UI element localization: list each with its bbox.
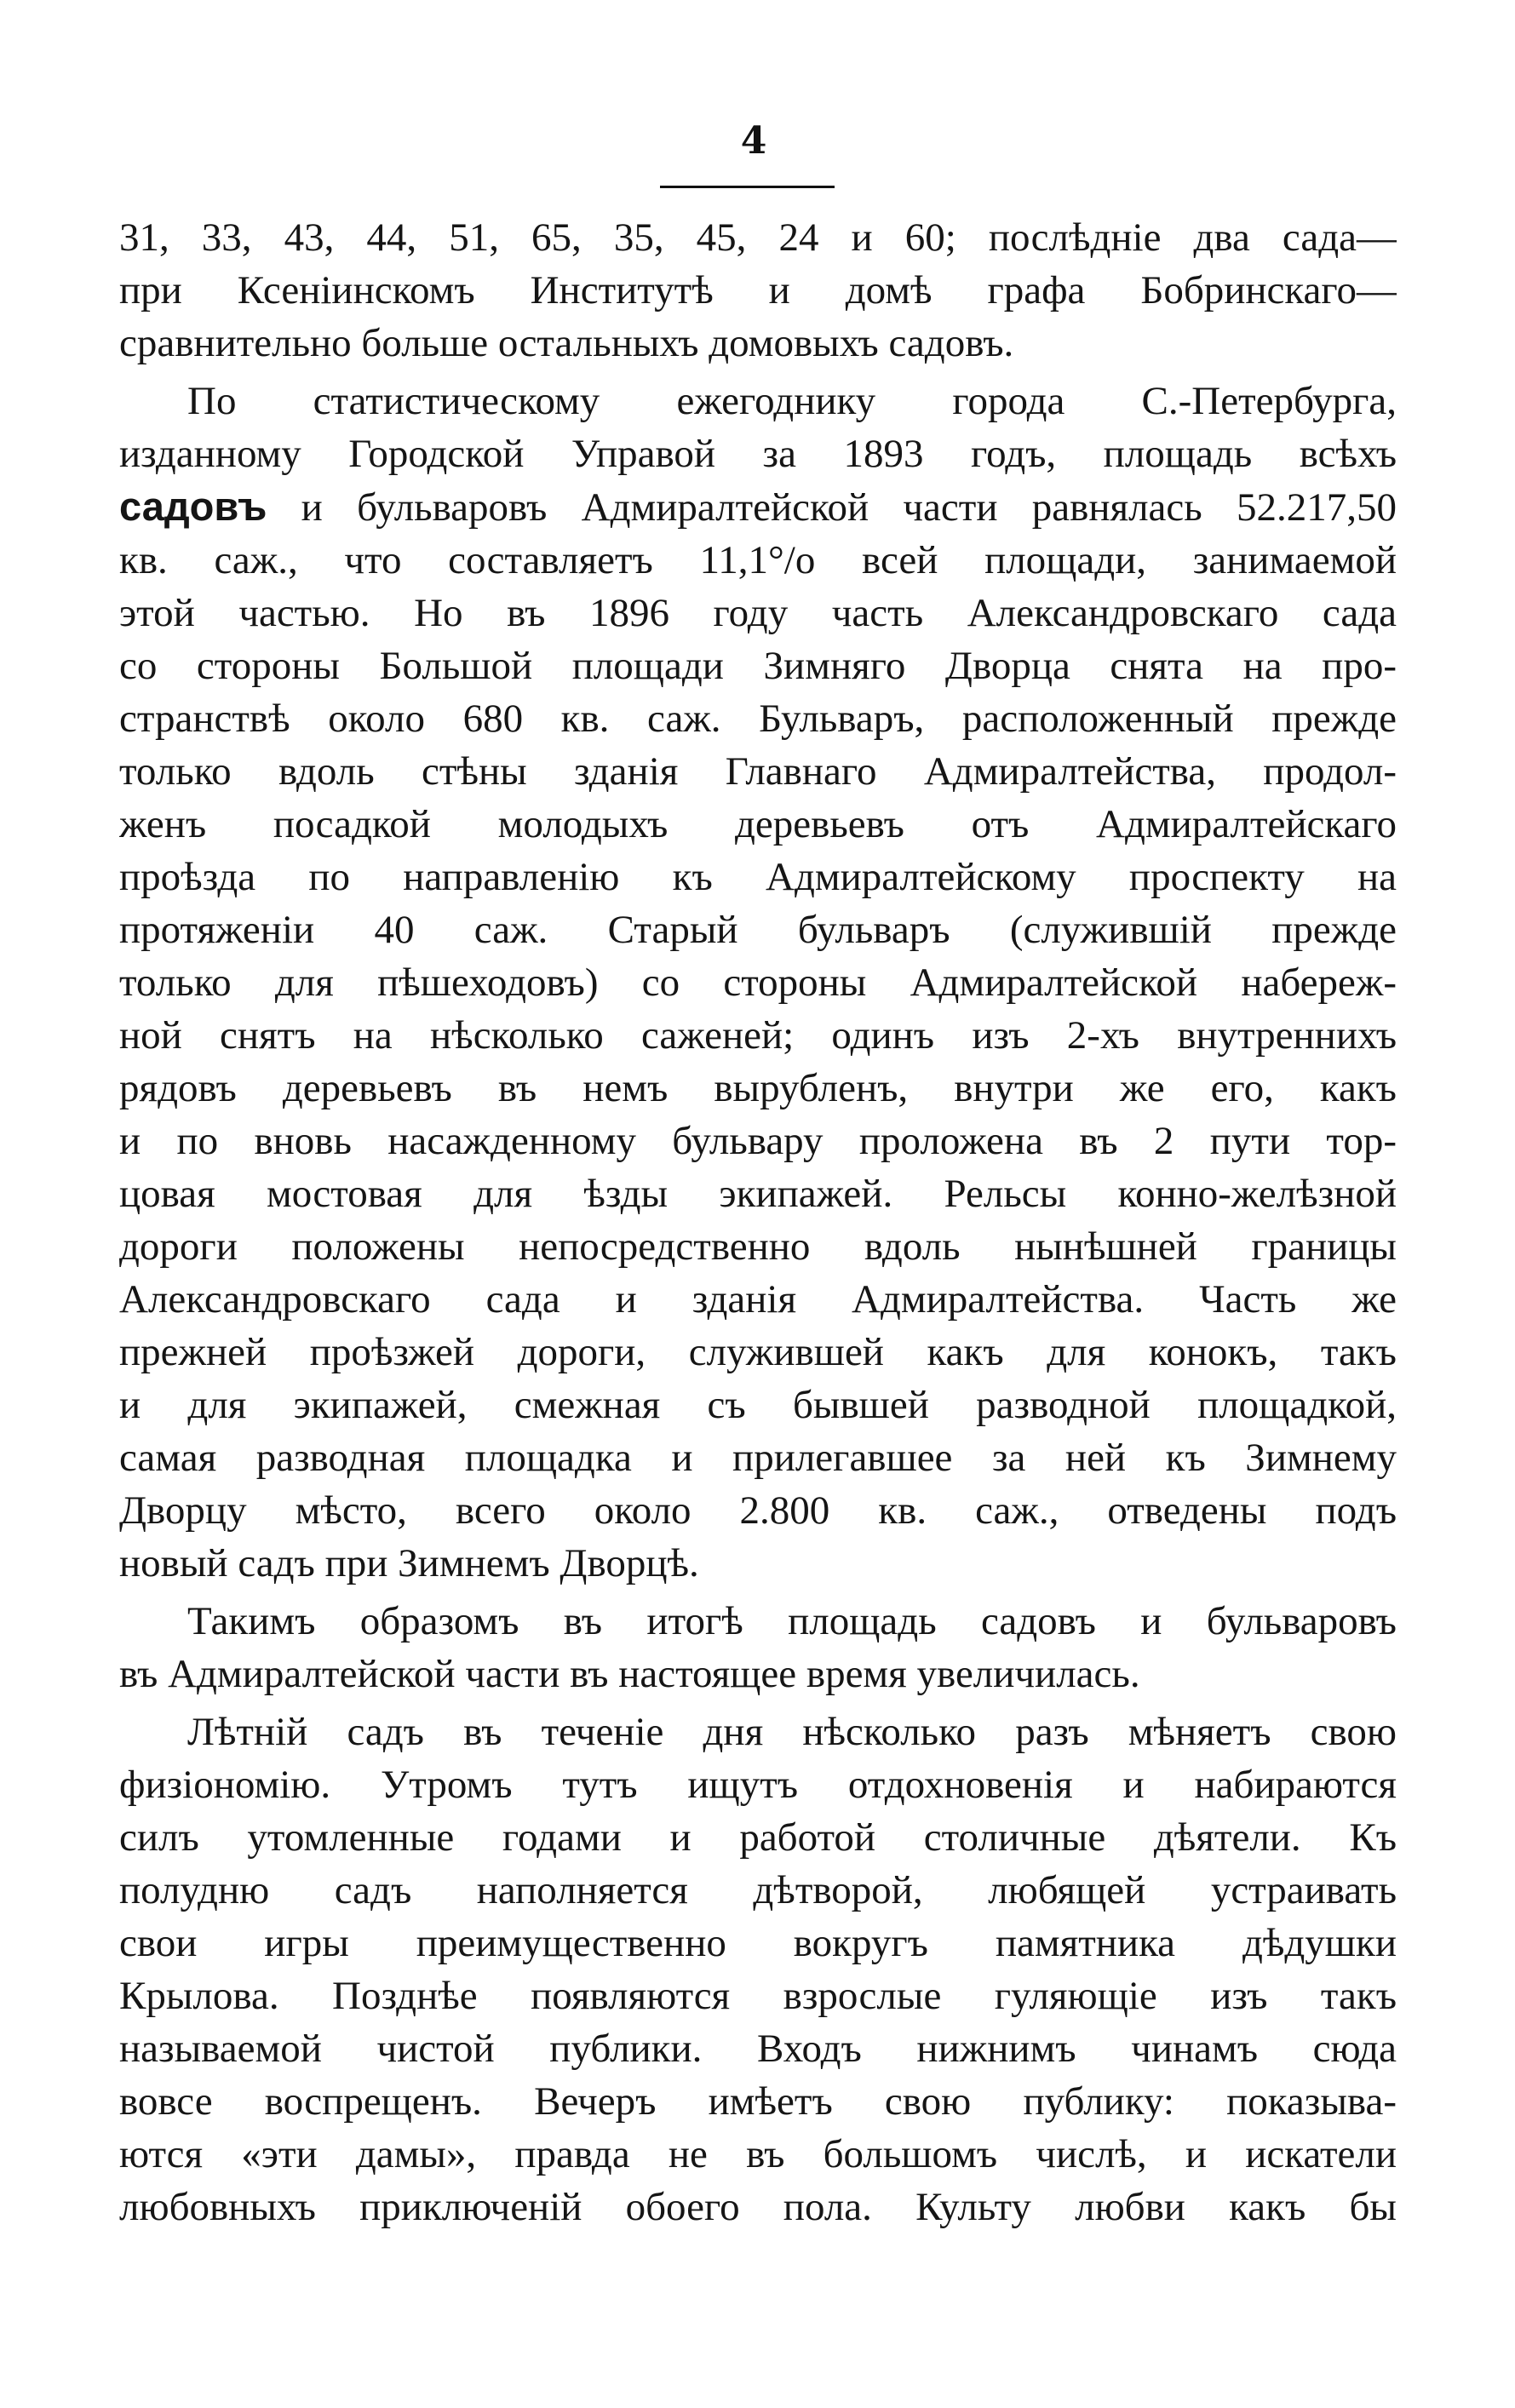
text-line: Крылова. Позднѣе появляются взрослые гуляющіе изъ такъ: [119, 1974, 1397, 2018]
text-line: сравнительно больше остальныхъ домовыхъ садовъ.: [119, 321, 1014, 365]
text-line: странствѣ около 680 кв. саж. Бульваръ, расположенный прежде: [119, 697, 1397, 741]
text-line: По статистическому ежегоднику города С.-Петербурга,: [187, 379, 1397, 423]
text-line: при Ксеніинскомъ Институтѣ и домѣ графа Бобринскаго—: [119, 268, 1397, 312]
text-line: женъ посадкой молодыхъ деревьевъ отъ Адмиралтейскаго: [119, 802, 1397, 846]
text-line: полудню садъ наполняется дѣтворой, любящей устраивать: [119, 1868, 1397, 1912]
text-line: протяженіи 40 саж. Старый бульваръ (служившій прежде: [119, 908, 1397, 952]
text-line: новый садъ при Зимнемъ Дворцѣ.: [119, 1541, 699, 1585]
text-line: вовсе воспрещенъ. Вечеръ имѣетъ свою публику: показыва-: [119, 2079, 1397, 2124]
text-line: только вдоль стѣны зданія Главнаго Адмиралтейства, продол-: [119, 749, 1397, 794]
text-line: рядовъ деревьевъ въ немъ вырубленъ, внутри же его, какъ: [119, 1066, 1397, 1110]
text-line: дороги положены непосредственно вдоль нынѣшней границы: [119, 1224, 1397, 1269]
text-line: любовныхъ приключеній обоего пола. Культу любви какъ бы: [119, 2185, 1397, 2229]
text-line: ются «эти дамы», правда не въ большомъ числѣ, и искатели: [119, 2132, 1397, 2176]
text-line: изданному Городской Управой за 1893 годъ, площадь всѣхъ: [119, 432, 1397, 476]
text-line: Такимъ образомъ въ итогѣ площадь садовъ и бульваровъ: [187, 1599, 1397, 1643]
text-line: Лѣтній садъ въ теченіе дня нѣсколько разъ мѣняетъ свою: [187, 1710, 1397, 1754]
header-rule: [660, 186, 835, 188]
page-number: 4: [740, 119, 767, 163]
text-line: физіономію. Утромъ тутъ ищутъ отдохновенія и набираются: [119, 1763, 1397, 1807]
text-line: цовая мостовая для ѣзды экипажей. Рельсы конно-желѣзной: [119, 1172, 1397, 1216]
paragraph: [119, 1706, 1397, 2233]
text-line: кв. саж., что составляетъ 11,1°/о всей площади, занимаемой: [119, 538, 1397, 582]
text-line: въ Адмиралтейской части въ настоящее время увеличилась.: [119, 1652, 1140, 1696]
text-line: прежней проѣзжей дороги, служившей какъ для конокъ, такъ: [119, 1330, 1397, 1374]
text-line: со стороны Большой площади Зимняго Дворца снята на про-: [119, 644, 1397, 688]
text-line: этой частью. Но въ 1896 году часть Александровскаго сада: [119, 591, 1397, 635]
text-line: силъ утомленные годами и работой столичные дѣятели. Къ: [119, 1815, 1397, 1860]
text-line: ной снятъ на нѣсколько саженей; одинъ изъ 2-хъ внутреннихъ: [119, 1013, 1397, 1058]
paragraph: [119, 211, 1397, 370]
paragraph: [119, 375, 1397, 1590]
text-line: Александровскаго сада и зданія Адмиралтейства. Часть же: [119, 1277, 1397, 1322]
body-text: [119, 211, 1397, 2233]
paragraph: [119, 1595, 1397, 1700]
text-line: садовъ и бульваровъ Адмиралтейской части равнялась 52.217,50: [119, 484, 1397, 530]
text-line: проѣзда по направленію къ Адмиралтейскому проспекту на: [119, 855, 1397, 899]
text-line: свои игры преимущественно вокругъ памятника дѣдушки: [119, 1921, 1397, 1965]
text-line: и для экипажей, смежная съ бывшей разводной площадкой,: [119, 1383, 1397, 1427]
text-line: и по вновь насажденному бульвару проложена въ 2 пути тор-: [119, 1119, 1397, 1163]
text-line: самая разводная площадка и прилегавшее за ней къ Зимнему: [119, 1436, 1397, 1480]
text-line: Дворцу мѣсто, всего около 2.800 кв. саж., отведены подъ: [119, 1488, 1397, 1533]
text-line: 31, 33, 43, 44, 51, 65, 35, 45, 24 и 60; послѣдніе два сада—: [119, 215, 1397, 260]
text-line: называемой чистой публики. Входъ нижнимъ чинамъ сюда: [119, 2027, 1397, 2071]
text-line: только для пѣшеходовъ) со стороны Адмиралтейской набереж-: [119, 960, 1397, 1005]
